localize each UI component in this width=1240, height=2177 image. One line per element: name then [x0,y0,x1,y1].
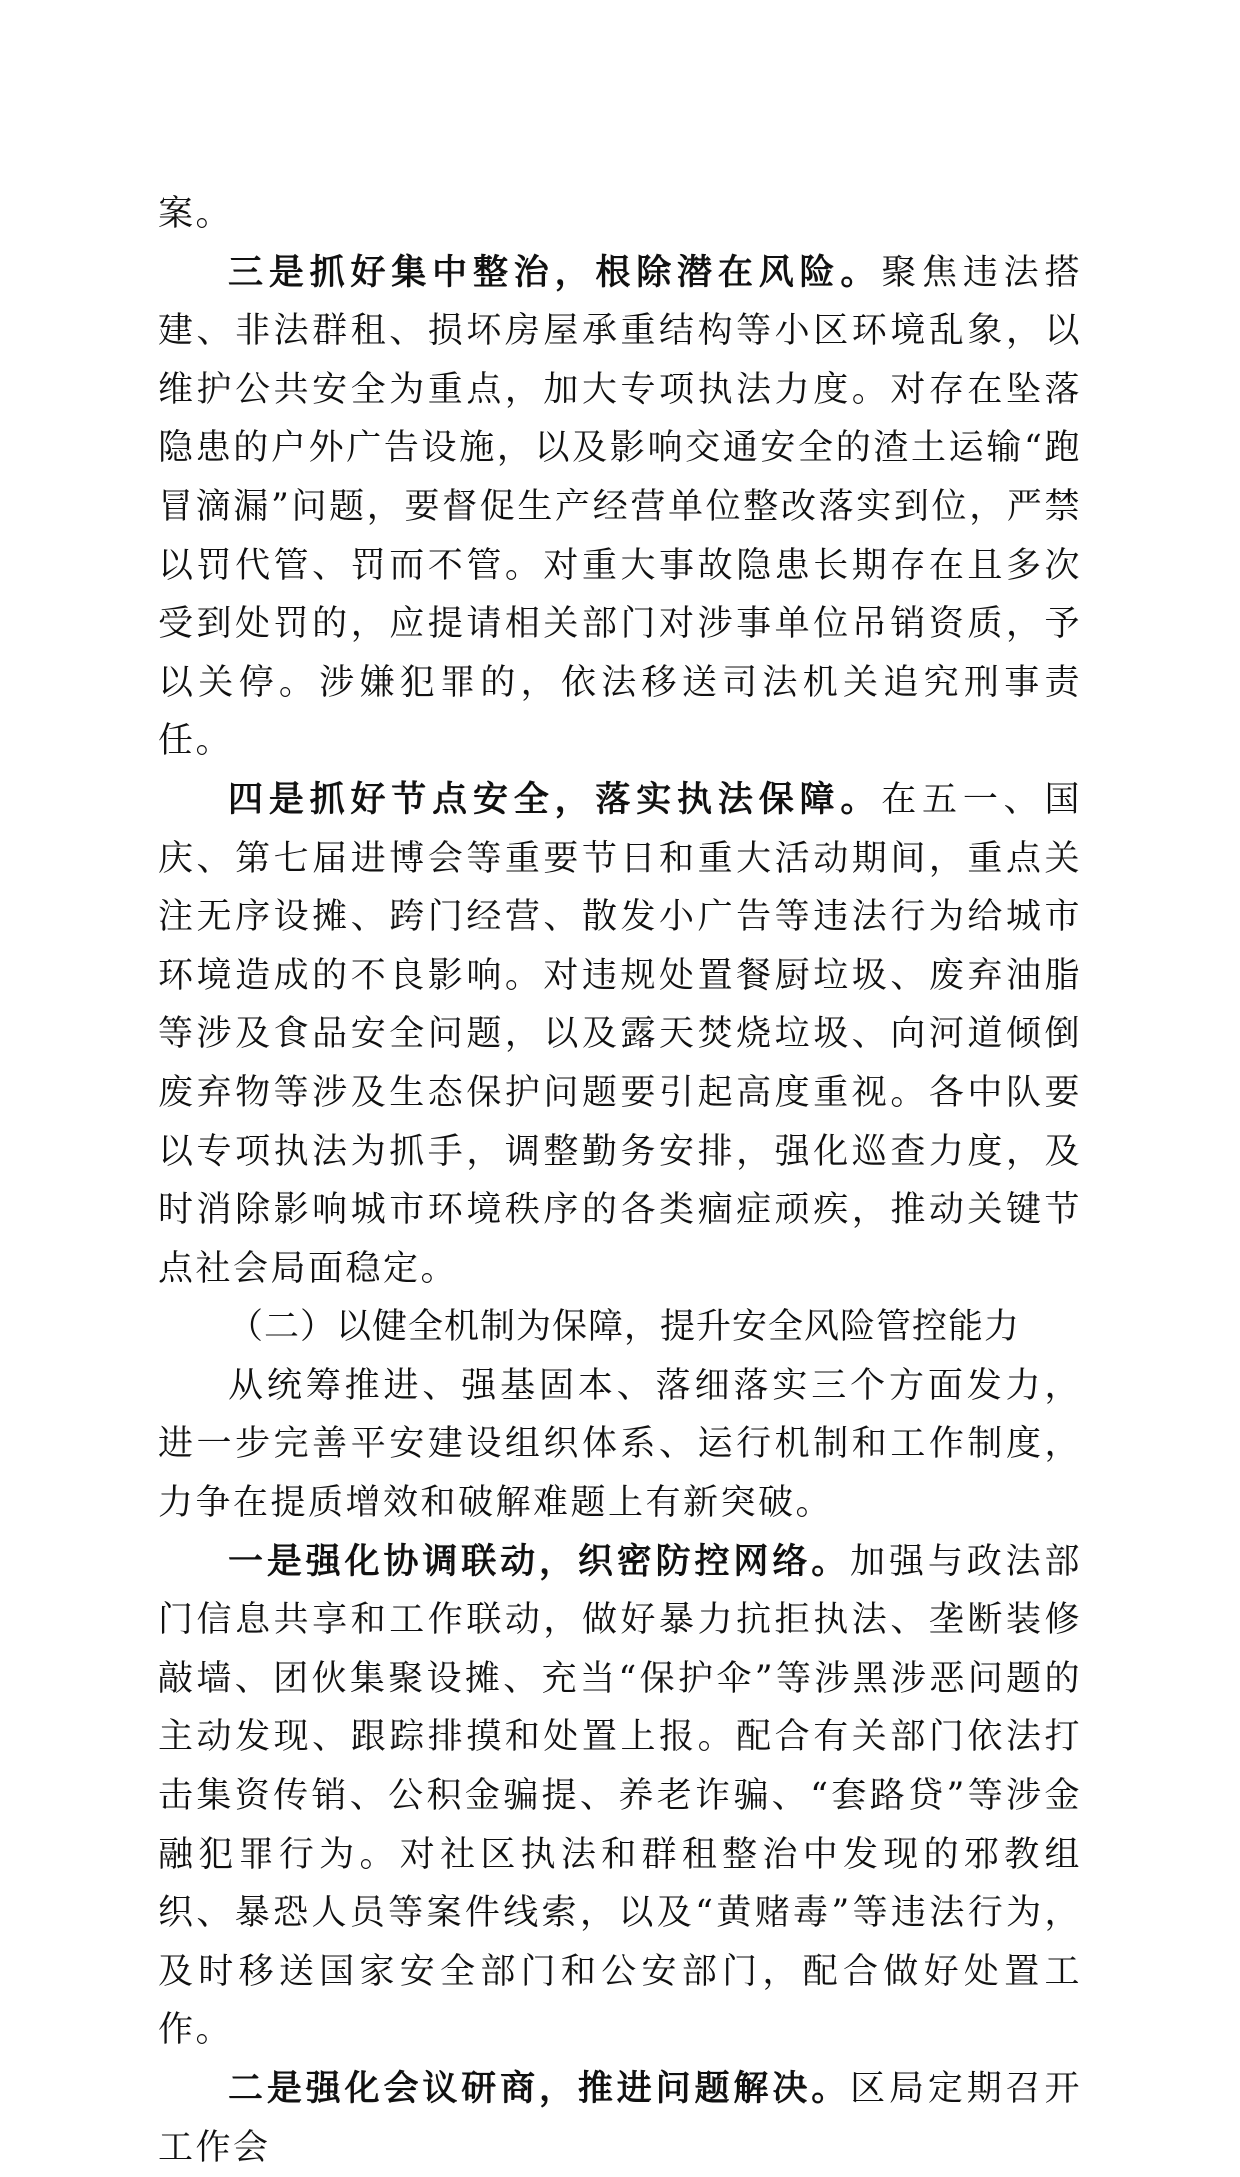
paragraph-concentrated-rectification [158,244,1082,771]
paragraph-section-intro [158,1357,1082,1533]
paragraph-text: 案。 [158,194,234,234]
paragraph-text: 从统筹推进、强基固本、落细落实三个方面发力，进一步完善平安建设组织体系、运行机制和工作制度，力争在提质增效和破解难题上有新突破。 [158,1365,1082,1524]
paragraph-text: 加强与政法部门信息共享和工作联动，做好暴力抗拒执法、垄断装修敲墙、团伙集聚设摊、充当“保护伞”等涉黑涉恶问题的主动发现、跟踪排摸和处置上报。配合有关部门依法打击集资传销、公积金骗提、养老诈骗、“套路贷”等涉金融犯罪行为。对社区执法和群租整治中发现的邪教组织、暴恐人员等案件线索，以及“黄赌毒”等违法行为，及时移送国家安全部门和公安部门，配合做好处置工作。 [158,1541,1082,2051]
paragraph-text: 区局定期召开工作会 [158,2069,1082,2168]
section-heading [158,1298,1082,1357]
paragraph-lead-heading: 三是抓好集中整治，根除潜在风险。 [228,251,882,293]
paragraph-lead-heading: 四是抓好节点安全，落实执法保障。 [228,778,882,820]
paragraph-coordination [158,1533,1082,2060]
paragraph-text: 聚焦违法搭建、非法群租、损坏房屋承重结构等小区环境乱象，以维护公共安全为重点，加大专项执法力度。对存在坠落隐患的户外广告设施，以及影响交通安全的渣土运输“跑冒滴漏”问题，要督促生产经营单位整改落实到位，严禁以罚代管、罚而不管。对重大事故隐患长期存在且多次受到处罚的，应提请相关部门对涉事单位吊销资质，予以关停。涉嫌犯罪的，依法移送司法机关追究刑事责任。 [158,252,1082,762]
section-heading-text: （二）以健全机制为保障，提升安全风险管控能力 [228,1307,1021,1348]
document-body [158,185,1082,2177]
paragraph-meetings [158,2060,1082,2177]
paragraph-lead-heading: 一是强化协调联动，织密防控网络。 [228,1540,851,1582]
paragraph-text: 在五一、国庆、第七届进博会等重要节日和重大活动期间，重点关注无序设摊、跨门经营、散发小广告等违法行为给城市环境造成的不良影响。对违规处置餐厨垃圾、废弃油脂等涉及食品安全问题，以及露天焚烧垃圾、向河道倾倒废弃物等涉及生态保护问题要引起高度重视。各中队要以专项执法为抓手，调整勤务安排，强化巡查力度，及时消除影响城市环境秩序的各类痼症顽疾，推动关键节点社会局面稳定。 [158,779,1082,1289]
paragraph-continuation [158,185,1082,244]
paragraph-lead-heading: 二是强化会议研商，推进问题解决。 [228,2068,851,2109]
paragraph-node-safety [158,771,1082,1298]
